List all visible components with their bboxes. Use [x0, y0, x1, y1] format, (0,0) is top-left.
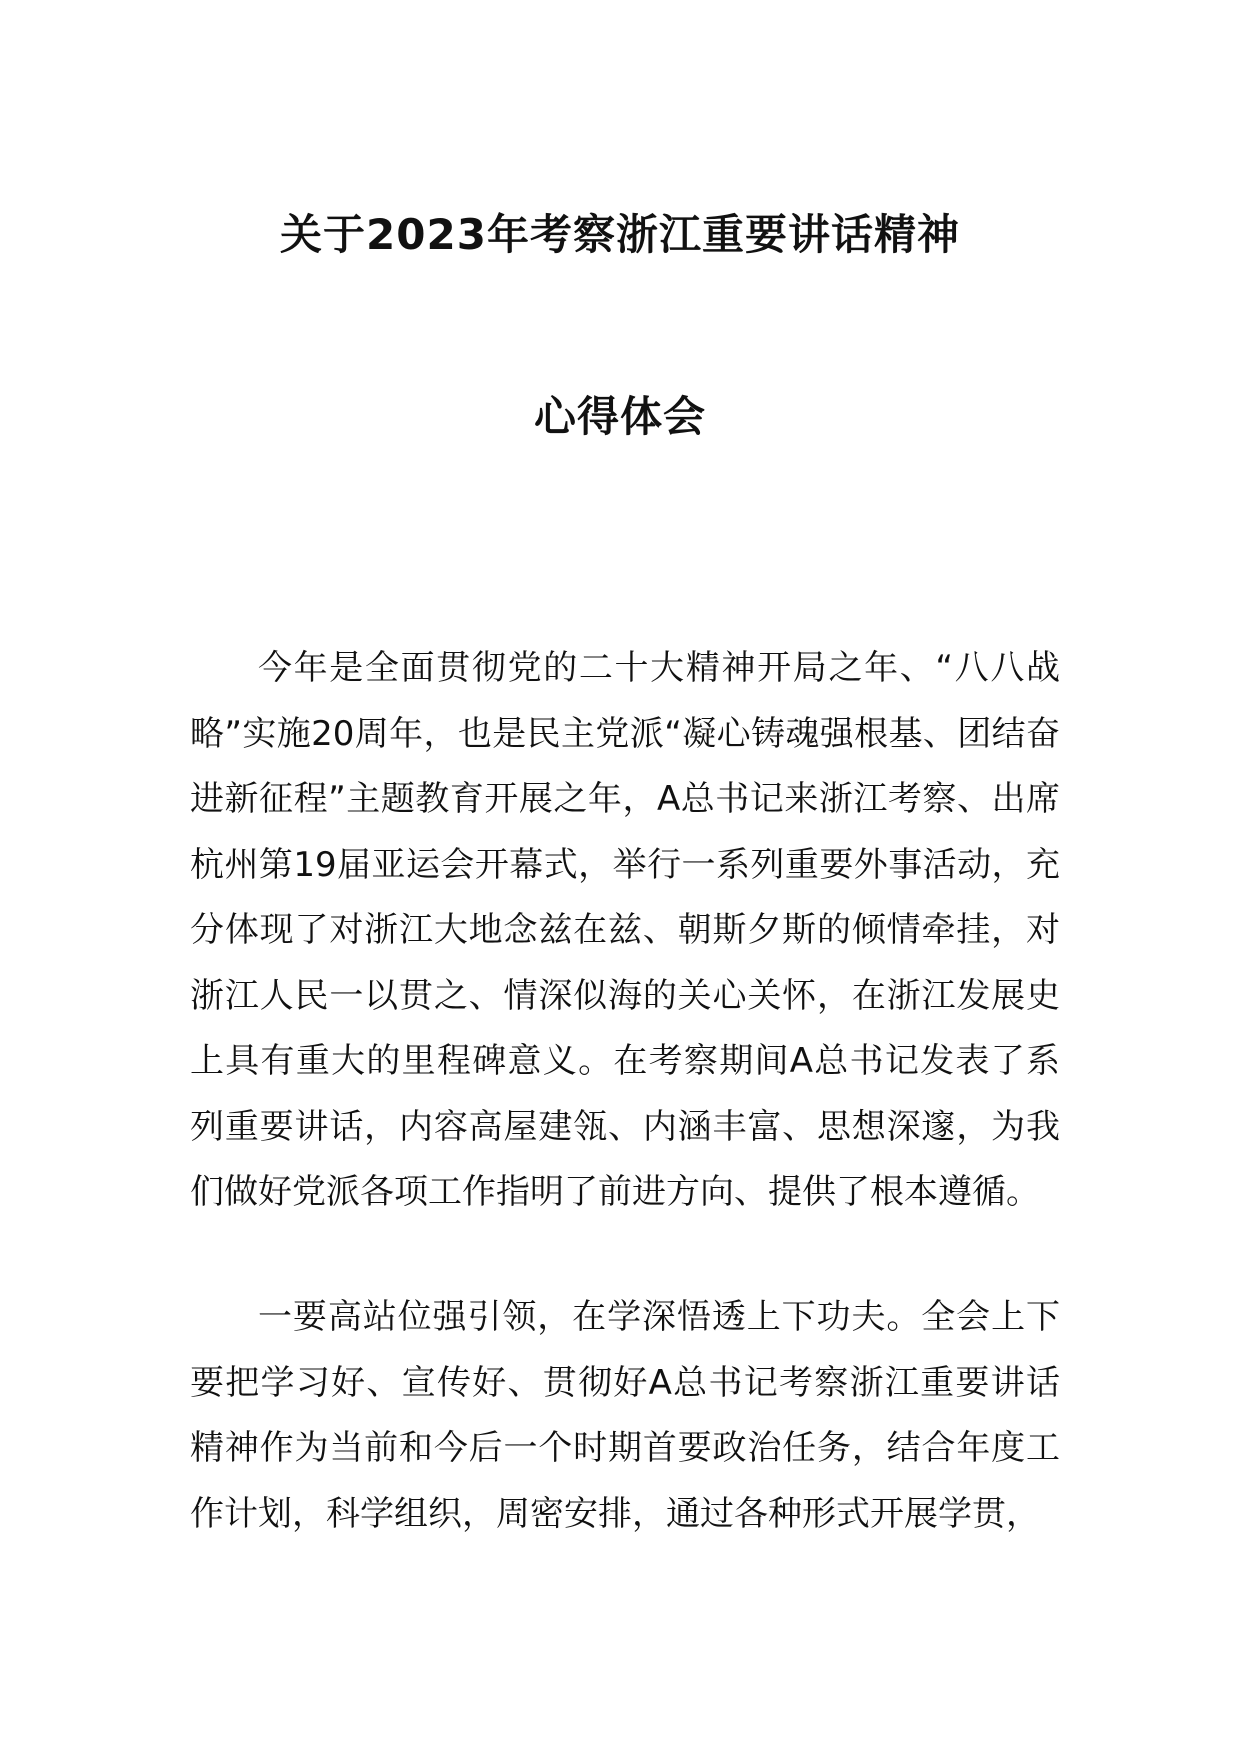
document-subtitle: 心得体会	[533, 392, 706, 441]
body-paragraph: 今年是全面贯彻党的二十大精神开局之年、“八八战略”实施20周年，也是民主党派“凝心铸魂强根基、团结奋进新征程”主题教育开展之年，A总书记来浙江考察、出席杭州第19届亚运会开幕式，举行一系列重要外事活动，充分体现了对浙江大地念兹在兹、朝斯夕斯的倾情牵挂，对浙江人民一以贯之、情深似海的关心关怀，在浙江发展史上具有重大的里程碑意义。在考察期间A总书记发表了系列重要讲话，内容高屋建瓴、内涵丰富、思想深邃，为我们做好党派各项工作指明了前进方向、提供了根本遵循。	[190, 648, 1060, 1212]
body-paragraph: 一要高站位强引领，在学深悟透上下功夫。全会上下要把学习好、宣传好、贯彻好A总书记考察浙江重要讲话精神作为当前和今后一个时期首要政治任务，结合年度工作计划，科学组织，周密安排，通过各种形式开展学贯，	[190, 1297, 1060, 1534]
document-title: 关于2023年考察浙江重要讲话精神	[280, 210, 960, 259]
